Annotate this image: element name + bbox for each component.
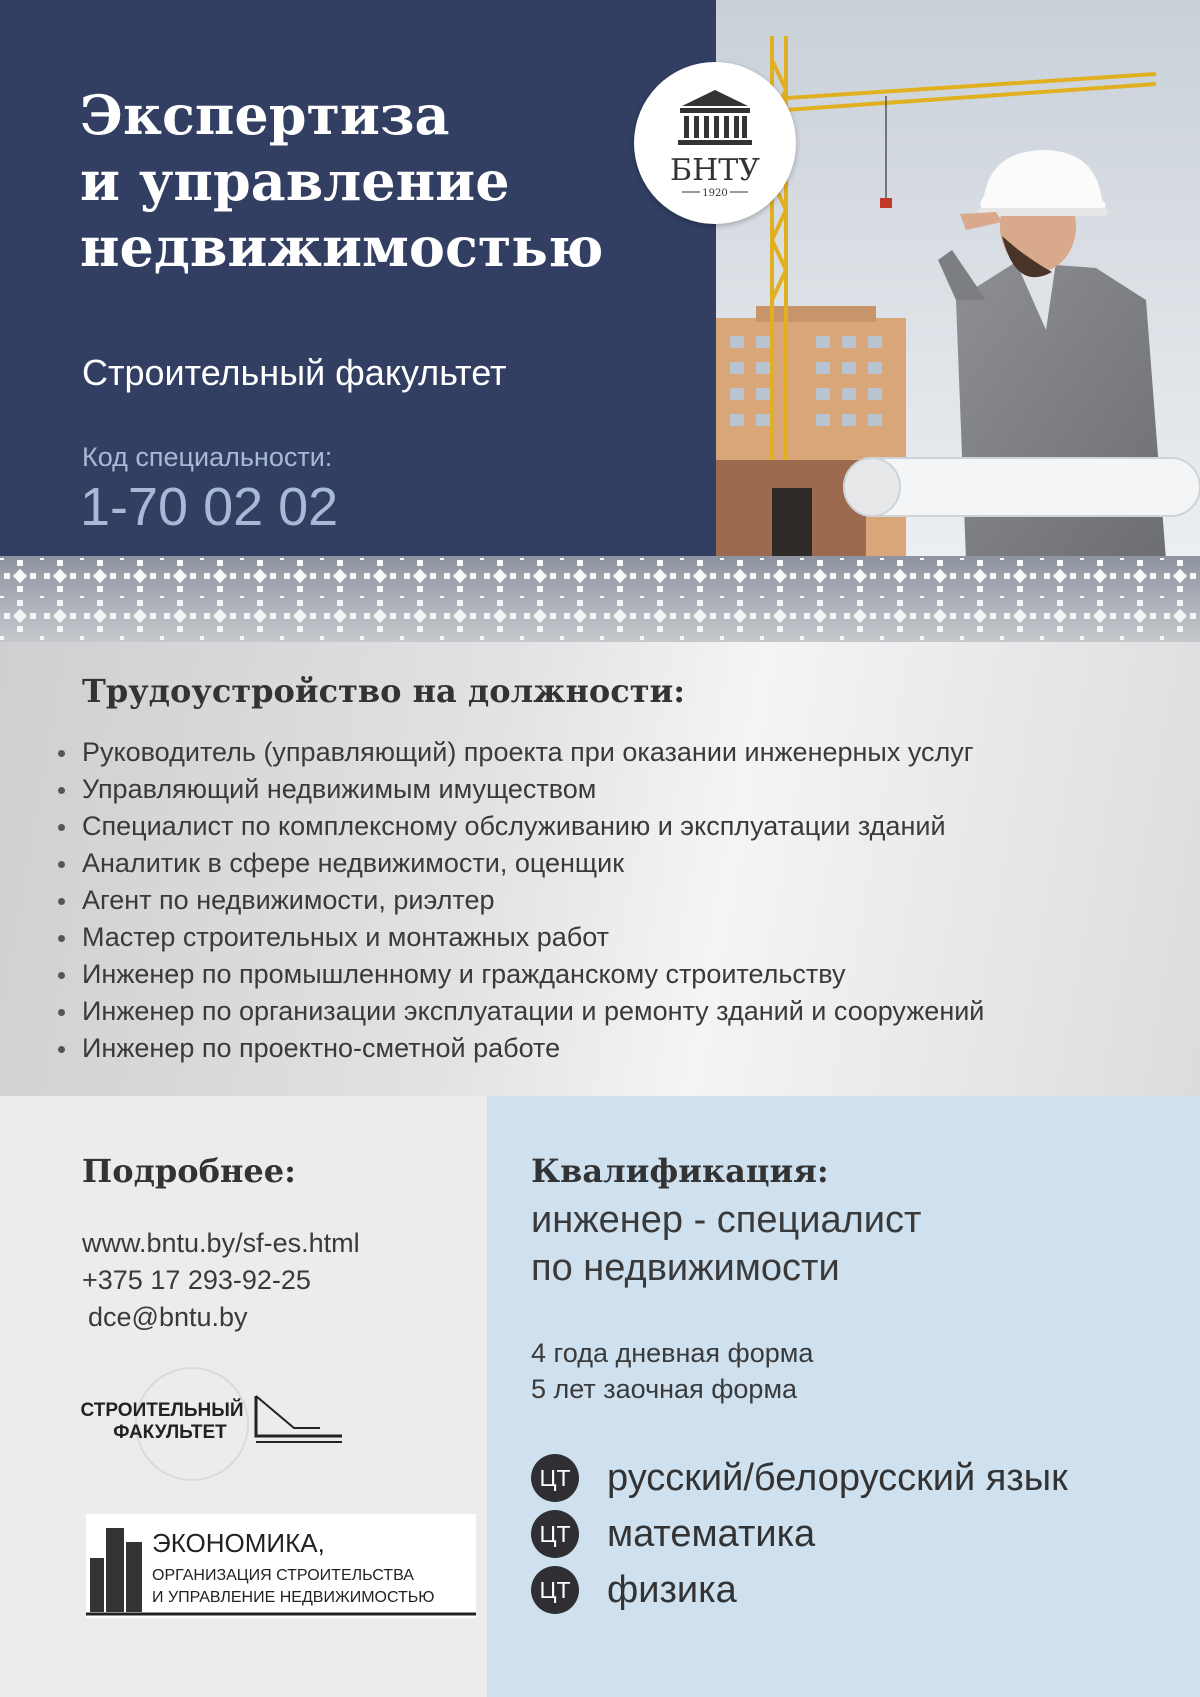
list-item: [56, 882, 984, 919]
job-title: Мастер строительных и монтажных работ: [82, 922, 610, 952]
list-item: [56, 845, 984, 882]
exam-subject: математика: [607, 1513, 816, 1555]
job-title: Инженер по организации эксплуатации и ремонту зданий и сооружений: [82, 996, 985, 1026]
title-line-2: и управление: [80, 149, 510, 213]
contacts-section: [0, 1096, 487, 1697]
job-title: Аналитик в сфере недвижимости, оценщик: [82, 848, 625, 878]
website-link[interactable]: www.bntu.by/sf-es.html: [82, 1228, 360, 1258]
qualification-line-2: по недвижимости: [531, 1247, 840, 1289]
job-title: Агент по недвижимости, риэлтер: [82, 885, 495, 915]
hero-section: [0, 0, 1200, 560]
bullet-icon: [58, 787, 65, 794]
bullet-icon: [58, 972, 65, 979]
exam-subject: физика: [607, 1569, 737, 1611]
bullet-icon: [58, 1009, 65, 1016]
faculty-logo: [80, 1366, 350, 1486]
bullet-icon: [58, 824, 65, 831]
department-logo-line3: И УПРАВЛЕНИЕ НЕДВИЖИМОСТЬЮ: [152, 1589, 435, 1606]
contacts-heading: Подробнее:: [82, 1152, 296, 1190]
job-title: Инженер по проектно-сметной работе: [82, 1033, 561, 1063]
bntu-logo-text: БНТУ: [670, 153, 760, 188]
ornament-band: [0, 556, 1200, 642]
list-item: [56, 1030, 984, 1067]
list-item: [56, 808, 984, 845]
job-title: Инженер по промышленному и гражданскому строительству: [82, 959, 846, 989]
bullet-icon: [58, 898, 65, 905]
faculty-logo-line1: СТРОИТЕЛЬНЫЙ: [80, 1400, 244, 1421]
bullet-icon: [58, 1046, 65, 1053]
bullet-icon: [58, 861, 65, 868]
ct-badge: ЦТ: [531, 1510, 579, 1558]
email-link[interactable]: dce@bntu.by: [88, 1302, 248, 1332]
bntu-logo: [634, 62, 796, 224]
faculty-name: Строительный факультет: [82, 352, 507, 393]
qualification-heading: Квалификация:: [531, 1152, 829, 1190]
qualification-section: [487, 1096, 1200, 1697]
department-logo-line1: ЭКОНОМИКА,: [152, 1528, 325, 1558]
title-line-3: недвижимостью: [80, 215, 604, 279]
jobs-list: [56, 734, 984, 1067]
title-line-1: Экспертиза: [80, 83, 450, 147]
study-form-parttime: 5 лет заочная форма: [531, 1374, 798, 1404]
exam-subject: русский/белорусский язык: [607, 1457, 1068, 1499]
specialty-code-value: 1-70 02 02: [80, 477, 339, 537]
department-logo: [86, 1514, 476, 1618]
study-form-fulltime: 4 года дневная форма: [531, 1338, 814, 1368]
bullet-icon: [58, 935, 65, 942]
list-item: [56, 956, 984, 993]
page-title: [80, 82, 700, 280]
department-logo-line2: ОРГАНИЗАЦИЯ СТРОИТЕЛЬСТВА: [152, 1567, 414, 1584]
job-title: Руководитель (управляющий) проекта при оказании инженерных услуг: [82, 737, 974, 767]
bullet-icon: [58, 750, 65, 757]
jobs-heading: Трудоустройство на должности:: [82, 672, 686, 710]
jobs-section: [0, 642, 1200, 1096]
faculty-logo-line2: ФАКУЛЬТЕТ: [113, 1422, 227, 1443]
ct-badge: ЦТ: [531, 1454, 579, 1502]
list-item: [56, 734, 984, 771]
job-title: Специалист по комплексному обслуживанию и эксплуатации зданий: [82, 811, 946, 841]
qualification-line-1: инженер - специалист: [531, 1199, 922, 1241]
job-title: Управляющий недвижимым имуществом: [82, 774, 597, 804]
qualification-title: [531, 1196, 921, 1292]
bntu-logo-year: 1920: [702, 188, 728, 199]
list-item: [56, 919, 984, 956]
specialty-code-label: Код специальности:: [82, 442, 333, 472]
list-item: [56, 771, 984, 808]
bntu-building-icon: [634, 62, 796, 224]
list-item: [56, 993, 984, 1030]
ct-badge: ЦТ: [531, 1566, 579, 1614]
phone-link[interactable]: +375 17 293-92-25: [82, 1265, 311, 1295]
